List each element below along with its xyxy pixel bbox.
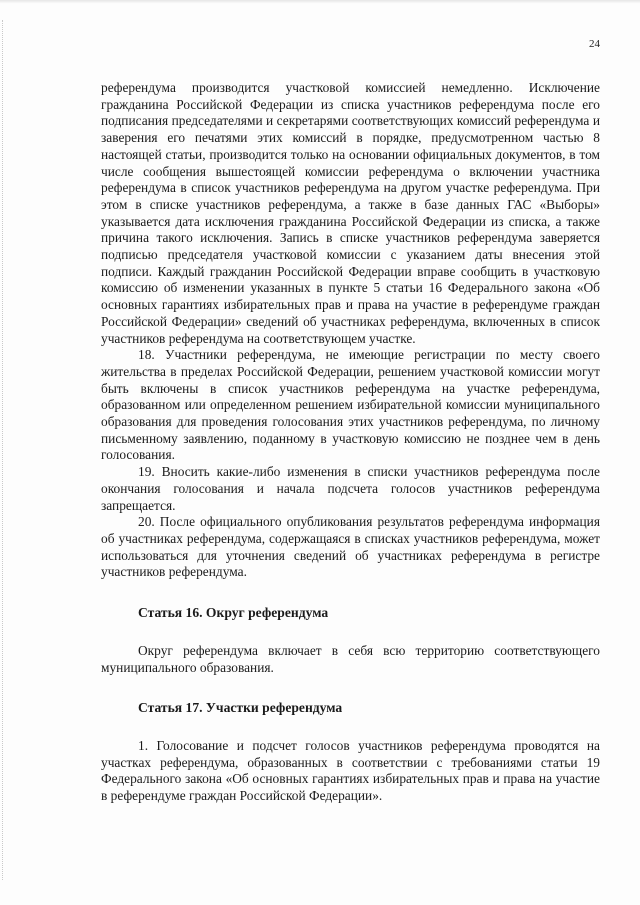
paragraph-20: 20. После официального опубликования результатов референдума информация об участниках референдума, содержащаяся в списках участников референдума, может использоваться для уточнения сведений об участниках референдума в регистре участников референдума. [101, 514, 600, 580]
article-17-title: Статья 17. Участки референдума [138, 700, 343, 716]
page-number: 24 [589, 38, 600, 50]
scan-edge-top [0, 0, 640, 4]
article-17-paragraph-1: 1. Голосование и подсчет голосов участников референдума проводятся на участках референдума, образованных в соответствии с требованиями статьи 19 Федерального закона «Об основных гарантиях избирательных прав и права на участие в референдуме граждан Российской Федерации». [101, 737, 600, 804]
document-body [101, 80, 600, 805]
paragraph-18: 18. Участники референдума, не имеющие регистрации по месту своего жительства в пределах Российской Федерации, решением участковой комиссии могут быть включены в список участников референдума на участке референдума, образованном или определенном решением избирательной комиссии муниципального образования для проведения голосования этих участников референдума, по личному письменному заявлению, поданному в участковую комиссию не позднее чем в день голосования. [101, 347, 600, 463]
scan-edge-left [2, 20, 4, 880]
paragraph-continuation: референдума производится участковой комиссией немедленно. Исключение гражданина Российской Федерации из списка участников референдума после его подписания председателями и секретарями соответствующих комиссий референдума и заверения его печатями этих комиссий в порядке, предусмотренном частью 8 настоящей статьи, производится только на основании официальных документов, в том числе сообщения вышестоящей комиссии референдума о включении участника референдума в список участников референдума на другом участке референдума. При этом в списке участников референдума, а также в базе данных ГАС «Выборы» указывается дата исключения гражданина Российской Федерации из списка, а также причина такого исключения. Запись в списке участников референдума заверяется подписью председателя участковой комиссии с указанием даты внесения этой подписи. Каждый гражданин Российской Федерации вправе сообщить в участковую комиссию об изменении указанных в пункте 5 статьи 16 Федерального закона «Об основных гарантиях избирательных прав и права на участие в референдуме граждан Российской Федерации» сведений об участниках референдума, включенных в список участников референдума на соответствующем участке. [101, 80, 600, 346]
paragraph-19: 19. Вносить какие-либо изменения в списки участников референдума после окончания голосования и начала подсчета голосов участников референдума запрещается. [101, 464, 600, 513]
article-16-title: Статья 16. Округ референдума [138, 605, 329, 621]
article-16-text: Округ референдума включает в себя всю территорию соответствующего муниципального образования. [101, 642, 600, 675]
